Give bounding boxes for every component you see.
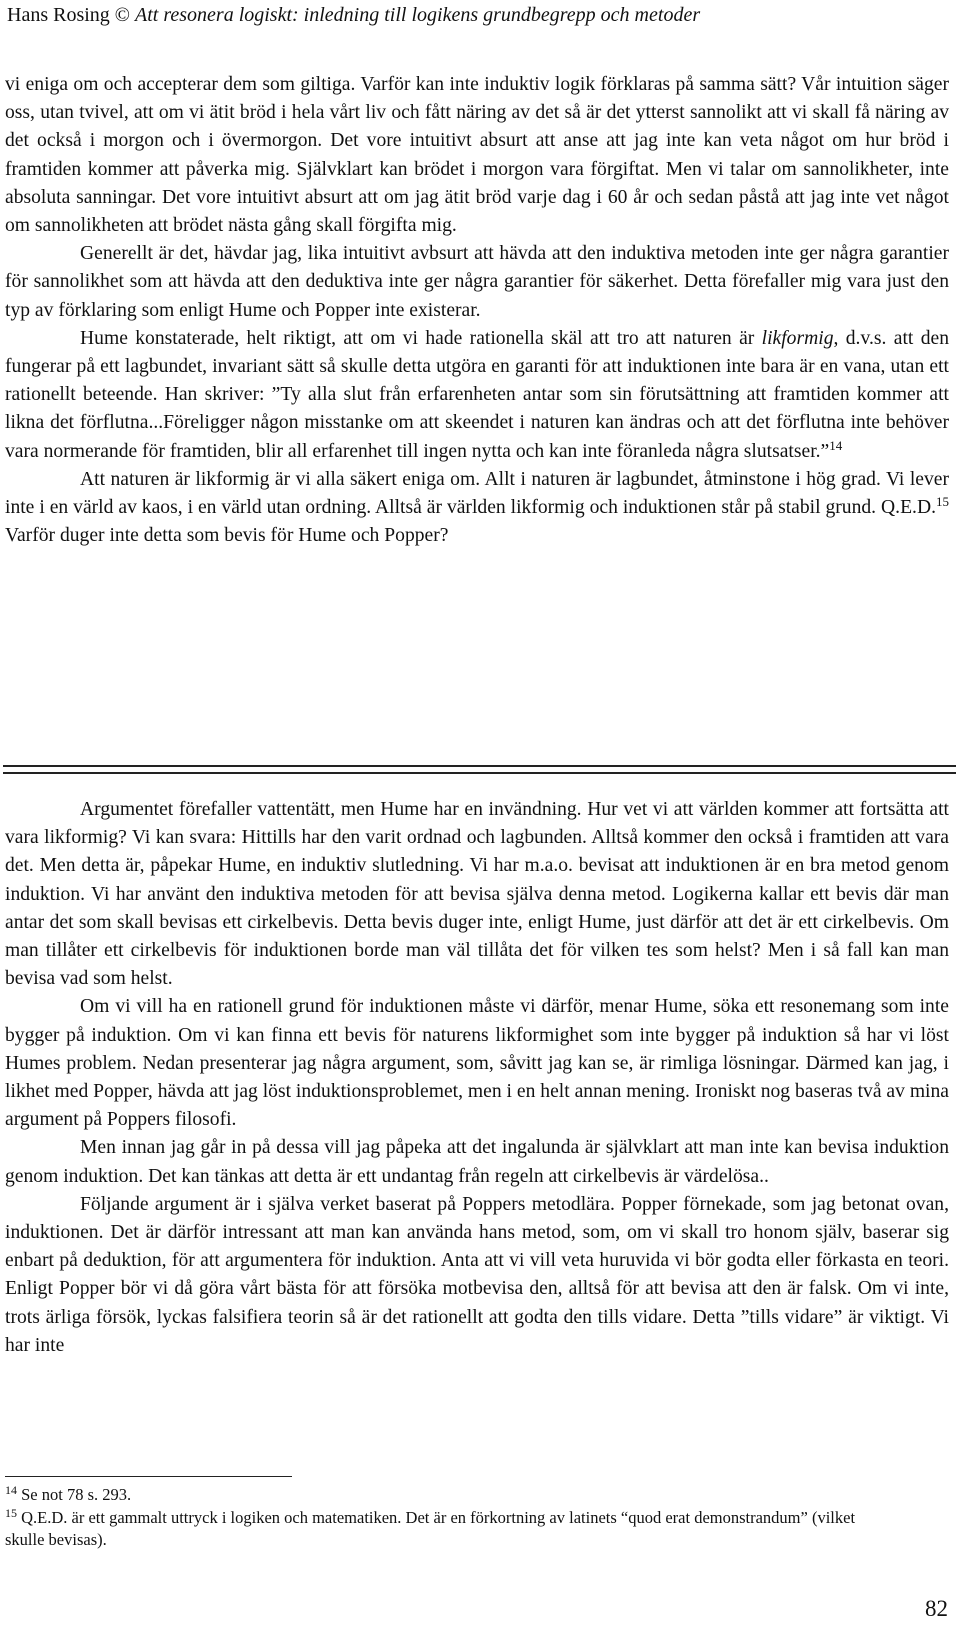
text-span: , d.v.s. att den fungerar på ett lagbundet, invariant sätt så skulle detta utgöra en garanti för att induktionen inte bara är en vana, utan ett rationellt beteende. Han skriver: ”Ty alla slut från erfarenheten antar som sin förutsättning att framtiden kommer att likna det förflutna...Föreligger någon misstanke om att skeendet i naturen kan ändras och att det förflutna inte behöver vara normerande för framtiden, blir all erfarenhet till ingen nytta och kan inte föranleda några slutsatser.”: [5, 327, 949, 462]
header-book-title: Att resonera logiskt: inledning till logikens grundbegrepp och metoder: [135, 4, 701, 26]
paragraph: Följande argument är i själva verket baserat på Poppers metodlära. Popper förnekade, som jag betonat ovan, induktionen. Det är därför intressant att man kan använda hans metod, som, om vi skall tro honom själv, baserar sig enbart på deduktion, för att argumentera för induktion. Anta att vi vill veta huruvida vi bör godta eller förkasta en teori. Enligt Popper bör vi då göra vårt bästa för att försöka motbevisa den, alltså för att bevisa att den är falsk. Om vi inte, trots ärliga försök, lyckas falsifiera teorin så är det rationellt att godta den tills vidare. Detta ”tills vidare” är viktigt. Vi har inte: [5, 1193, 949, 1356]
copyright-symbol: ©: [114, 4, 130, 26]
paragraph: Argumentet förefaller vattentätt, men Hume har en invändning. Hur vet vi att världen kommer att fortsätta att vara likformig? Vi kan svara: Hittills har den varit ordnad och lagbunden. Alltså kommer den också i framtiden att vara det. Men detta är, påpekar Hume, en induktiv slutledning. Vi har m.a.o. bevisat att induktionen är en bra metod genom induktion. Vi har använt den induktiva metoden för att bevisa själva denna metod. Logikerna kallar ett bevis där man antar det som skall bevisas ett cirkelbevis. Detta bevis duger inte, enligt Hume, just därför att det är ett cirkelbevis. Om man tillåter ett cirkelbevis för induktionen borde man väl tillåta det för vilken tes som helst? Men i så fall kan man bevisa vad som helst.: [5, 799, 949, 990]
footnote-ref-15[interactable]: 15: [936, 494, 949, 510]
text-span: Hume konstaterade, helt riktigt, att om vi hade rationella skäl att tro att naturen är: [80, 327, 762, 349]
paragraph: Om vi vill ha en rationell grund för induktionen måste vi därför, menar Hume, söka ett resonemang som inte bygger på induktion. Om vi kan finna ett bevis för naturens likformighet som inte bygger på induktion så har vi löst Humes problem. Nedan presenterar jag några argument, som, såvitt jag kan se, är rimliga lösningar. Därmed kan jag, i likhet med Popper, hävda att jag löst induktionsproblemet, men i en helt annan mening. Ironiskt nog baseras två av mina argument på Poppers filosofi.: [5, 996, 949, 1131]
paragraph-qed: [5, 466, 949, 551]
page-number: 82: [925, 1596, 948, 1621]
paragraph: Generellt är det, hävdar jag, lika intuitivt avbsurt att hävda att den induktiva metoden inte ger några garantier för sannolikhet som att hävda att den deduktiva inte ger några garantier för säkerhet. Detta förefaller mig vara just den typ av förklaring som enligt Hume och Popper inte existerar.: [5, 243, 949, 321]
footnote-text: Se not 78 s. 293.: [21, 1485, 132, 1504]
footnote-number: 15: [5, 1505, 17, 1520]
section-divider-bottom: [3, 772, 956, 774]
footnote-text: Q.E.D. är ett gammalt uttryck i logiken och matematiken. Det är en förkortning av latinets “quod erat demonstrandum” (vilket skulle bevisas).: [5, 1507, 856, 1549]
footnote-15: [5, 1507, 885, 1552]
paragraph: vi eniga om och accepterar dem som giltiga. Varför kan inte induktiv logik förklaras på samma sätt? Vår intuition säger oss, utan tvivel, att om vi ätit bröd i hela vårt liv och fått näring av det så är det ytterst sannolikt att vi skall få näring av det också i morgon och i övermorgon. Det vore intuitivt absurt att anse att jag inte kan veta något om hur bröd i framtiden kommer att påverka mig. Självklart kan brödet i morgon vara förgiftat. Men vi talar om sannolikheter, inte absoluta sanningar. Det vore intuitivt absurt att om jag ätit bröd varje dag i 60 år och sedan påstå att jag inte vet något om sannolikheten att brödet nästa gång skall förgifta mig.: [5, 74, 949, 237]
second-section: [5, 796, 949, 1360]
footnote-ref-14[interactable]: 14: [829, 437, 843, 453]
header-author: Hans Rosing: [7, 4, 110, 26]
paragraph-hume-likformig: [5, 325, 949, 466]
emphasis-likformig: likformig: [761, 327, 834, 349]
section-divider-top: [3, 765, 956, 767]
text-span: Varför duger inte detta som bevis för Hume och Popper?: [5, 525, 449, 547]
footnote-number: 14: [5, 1483, 17, 1497]
first-section: [5, 71, 949, 550]
paragraph: Men innan jag går in på dessa vill jag påpeka att det ingalunda är självklart att man inte kan bevisa induktion genom induktion. Det kan tänkas att detta är ett undantag från regeln att cirkelbevis är värdelösa..: [5, 1137, 949, 1187]
running-header: [7, 2, 700, 28]
footnote-rule: [5, 1476, 292, 1477]
text-span: Att naturen är likformig är vi alla säkert eniga om. Allt i naturen är lagbundet, åtminstone i hög grad. Vi lever inte i en värld av kaos, i en värld utan ordning. Alltså är världen likformig och induktionen står på stabil grund. Q.E.D.: [5, 468, 949, 519]
footnotes: [5, 1484, 885, 1552]
footnote-14: [5, 1484, 885, 1507]
